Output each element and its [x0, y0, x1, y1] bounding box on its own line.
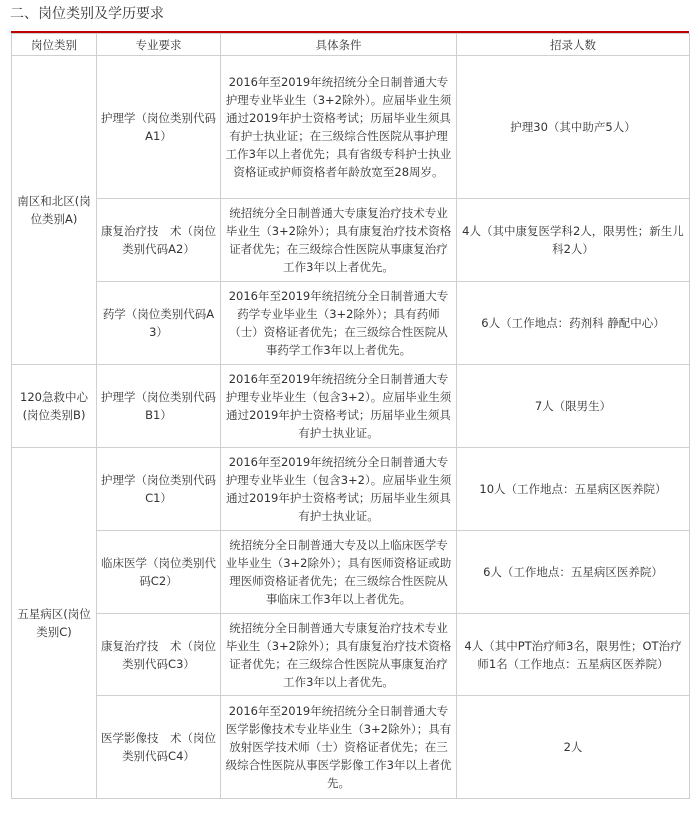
header-category: 岗位类别	[12, 34, 97, 56]
category-cell-c: 五星病区(岗位类别C)	[12, 448, 97, 799]
conditions-cell: 2016年至2019年统招统分全日制普通大专护理专业毕业生（包含3+2）。应届毕业生须通过2019年护士资格考试；历届毕业生须具有护士执业证。	[221, 448, 457, 531]
major-cell: 康复治疗技 术（岗位类别代码A2）	[97, 199, 221, 282]
conditions-cell: 统招统分全日制普通大专康复治疗技术专业毕业生（3+2除外）；具有康复治疗技术资格证者优先；在三级综合性医院从事康复治疗工作3年以上者优先。	[221, 199, 457, 282]
conditions-cell: 统招统分全日制普通大专及以上临床医学专业毕业生（3+2除外）；具有医师资格证或助理医师资格证者优先；在三级综合性医院从事临床工作3年以上者优先。	[221, 531, 457, 614]
major-cell: 药学（岗位类别代码A3）	[97, 282, 221, 365]
recruit-cell: 4人（其中PT治疗师3名，限男性；OT治疗师1名（工作地点：五星病区医养院）	[457, 614, 690, 696]
recruit-cell: 4人（其中康复医学科2人，限男性；新生儿科2人）	[457, 199, 690, 282]
recruit-cell: 6人（工作地点：五星病区医养院）	[457, 531, 690, 614]
table-row	[12, 365, 690, 448]
table-row	[12, 696, 690, 799]
category-cell-b: 120急救中心(岗位类别B)	[12, 365, 97, 448]
recruit-cell: 6人（工作地点：药剂科 静配中心）	[457, 282, 690, 365]
conditions-cell: 2016年至2019年统招统分全日制普通大专护理专业毕业生（3+2除外）。应届毕业生须通过2019年护士资格考试；历届毕业生须具有护士执业证；在三级综合性医院从事护理工作3年以上者优先；具有省级专科护士执业资格证或护师资格者年龄放宽至28周岁。	[221, 56, 457, 199]
header-major: 专业要求	[97, 34, 221, 56]
section-title: 二、岗位类别及学历要求	[10, 6, 164, 22]
header-recruit: 招录人数	[457, 34, 690, 56]
table-row	[12, 614, 690, 696]
recruit-cell: 10人（工作地点：五星病区医养院）	[457, 448, 690, 531]
major-cell: 护理学（岗位类别代码B1）	[97, 365, 221, 448]
table-row	[12, 282, 690, 365]
requirements-table	[11, 33, 690, 799]
table-row	[12, 199, 690, 282]
major-cell: 临床医学（岗位类别代码C2）	[97, 531, 221, 614]
conditions-cell: 2016年至2019年统招统分全日制普通大专医学影像技术专业毕业生（3+2除外）；具有放射医学技术师（士）资格证者优先；在三级综合性医院从事医学影像工作3年以上者优先。	[221, 696, 457, 799]
table-header-row	[12, 34, 690, 56]
conditions-cell: 2016年至2019年统招统分全日制普通大专护理专业毕业生（包含3+2）。应届毕业生须通过2019年护士资格考试；历届毕业生须具有护士执业证。	[221, 365, 457, 448]
header-conditions: 具体条件	[221, 34, 457, 56]
conditions-cell: 2016年至2019年统招统分全日制普通大专药学专业毕业生（3+2除外）；具有药师（士）资格证者优先；在三级综合性医院从事药学工作3年以上者优先。	[221, 282, 457, 365]
major-cell: 康复治疗技 术（岗位类别代码C3）	[97, 614, 221, 696]
conditions-cell: 统招统分全日制普通大专康复治疗技术专业毕业生（3+2除外）；具有康复治疗技术资格证者优先；在三级综合性医院从事康复治疗工作3年以上者优先。	[221, 614, 457, 696]
table-row	[12, 531, 690, 614]
major-cell: 护理学（岗位类别代码A1）	[97, 56, 221, 199]
recruit-cell: 7人（限男生）	[457, 365, 690, 448]
recruit-cell: 2人	[457, 696, 690, 799]
table-row	[12, 56, 690, 199]
major-cell: 医学影像技 术（岗位类别代码C4）	[97, 696, 221, 799]
major-cell: 护理学（岗位类别代码C1）	[97, 448, 221, 531]
table-row	[12, 448, 690, 531]
recruit-cell: 护理30（其中助产5人）	[457, 56, 690, 199]
category-cell-a: 南区和北区(岗位类别A)	[12, 56, 97, 365]
